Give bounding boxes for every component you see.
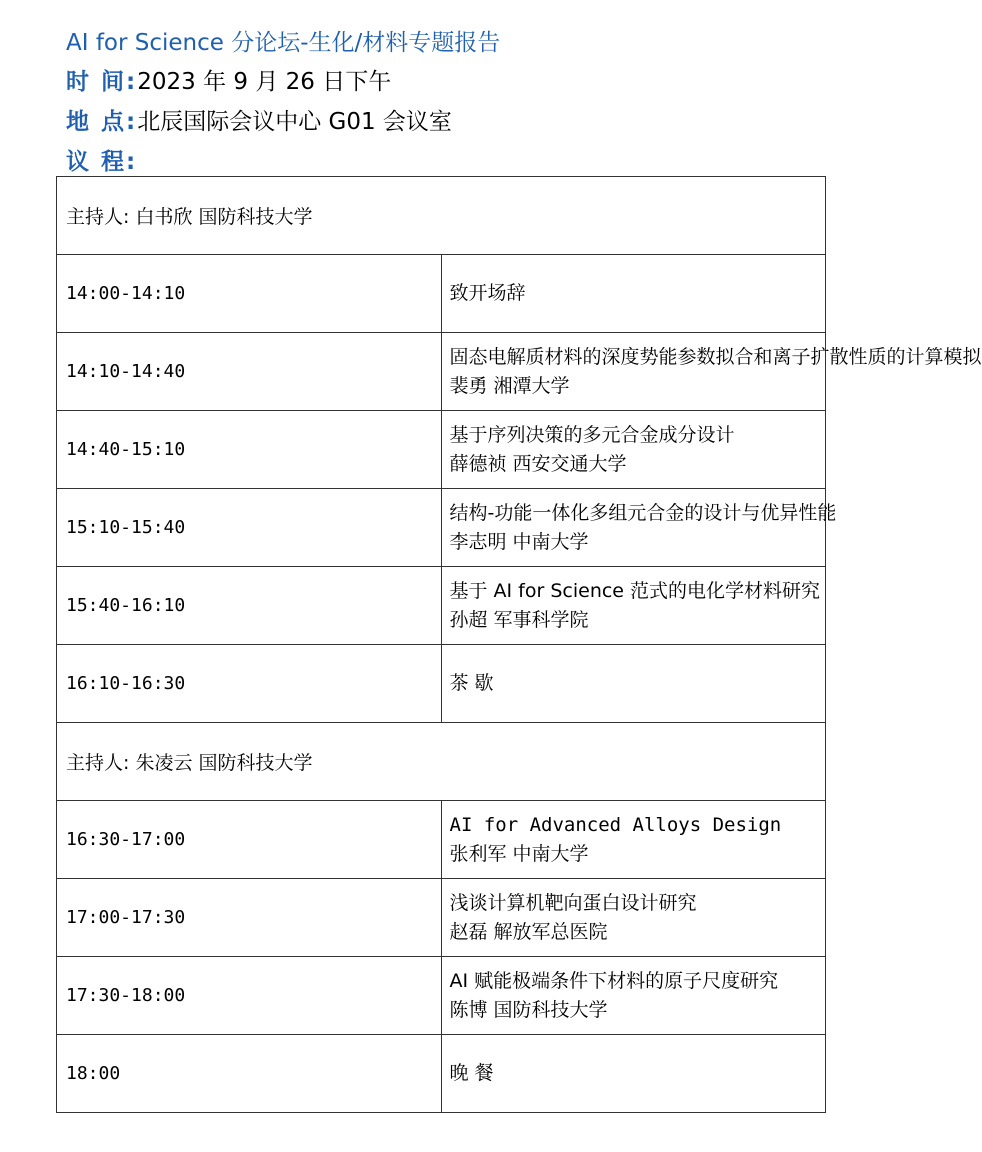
agenda-label: 议 程: bbox=[66, 149, 138, 175]
time-cell: 14:00-14:10 bbox=[57, 255, 442, 333]
talk-speaker: 李志明 中南大学 bbox=[449, 530, 589, 553]
talk-speaker: 陈博 国防科技大学 bbox=[449, 998, 608, 1021]
place-line bbox=[66, 103, 452, 136]
time-cell: 17:30-18:00 bbox=[57, 957, 442, 1035]
time-cell: 15:40-16:10 bbox=[57, 567, 442, 645]
talk-cell bbox=[441, 333, 982, 411]
talk-title: 结构-功能一体化多组元合金的设计与优异性能 bbox=[449, 501, 837, 524]
talk-cell bbox=[441, 255, 826, 333]
time-cell: 17:00-17:30 bbox=[57, 879, 442, 957]
talk-title: AI for Advanced Alloys Design bbox=[449, 813, 782, 836]
talk-speaker: 赵磊 解放军总医院 bbox=[449, 920, 608, 943]
talk-speaker: 薛德祯 西安交通大学 bbox=[449, 452, 627, 475]
talk-cell bbox=[441, 957, 826, 1035]
table-row bbox=[57, 879, 826, 957]
talk-title: 茶 歇 bbox=[449, 672, 494, 694]
talk-cell bbox=[441, 879, 826, 957]
talk-cell bbox=[441, 801, 826, 879]
talk-title: 致开场辞 bbox=[449, 282, 526, 304]
time-label: 时 间: bbox=[66, 69, 138, 95]
table-row bbox=[57, 255, 826, 333]
time-cell: 14:10-14:40 bbox=[57, 333, 442, 411]
host-cell: 主持人: 白书欣 国防科技大学 bbox=[57, 177, 826, 255]
talk-cell bbox=[441, 645, 826, 723]
host-row bbox=[57, 723, 826, 801]
time-cell: 16:30-17:00 bbox=[57, 801, 442, 879]
table-row bbox=[57, 801, 826, 879]
time-cell: 16:10-16:30 bbox=[57, 645, 442, 723]
host-cell: 主持人: 朱凌云 国防科技大学 bbox=[57, 723, 826, 801]
time-value: 2023 年 9 月 26 日下午 bbox=[137, 69, 392, 95]
table-row bbox=[57, 1035, 826, 1113]
title-text: AI for Science 分论坛-生化/材料专题报告 bbox=[66, 30, 501, 56]
table-row bbox=[57, 489, 826, 567]
talk-speaker: 裴勇 湘潭大学 bbox=[449, 374, 570, 397]
talk-title: AI 赋能极端条件下材料的原子尺度研究 bbox=[449, 969, 779, 992]
talk-title: 浅谈计算机靶向蛋白设计研究 bbox=[449, 891, 697, 914]
table-row bbox=[57, 411, 826, 489]
time-line bbox=[66, 63, 391, 96]
table-row bbox=[57, 567, 826, 645]
agenda-table bbox=[56, 176, 982, 1113]
place-label: 地 点: bbox=[66, 109, 138, 135]
table-row bbox=[57, 957, 826, 1035]
talk-cell bbox=[441, 1035, 826, 1113]
host-row bbox=[57, 177, 826, 255]
time-cell: 15:10-15:40 bbox=[57, 489, 442, 567]
talk-title: 基于 AI for Science 范式的电化学材料研究 bbox=[449, 579, 821, 602]
talk-cell bbox=[441, 489, 837, 567]
talk-title: 基于序列决策的多元合金成分设计 bbox=[449, 423, 735, 446]
time-cell: 14:40-15:10 bbox=[57, 411, 442, 489]
time-cell: 18:00 bbox=[57, 1035, 442, 1113]
talk-cell bbox=[441, 411, 826, 489]
place-value: 北辰国际会议中心 G01 会议室 bbox=[137, 109, 452, 135]
table-row bbox=[57, 333, 826, 411]
page-title bbox=[66, 24, 500, 57]
talk-speaker: 张利军 中南大学 bbox=[449, 842, 589, 865]
table-row bbox=[57, 645, 826, 723]
talk-speaker: 孙超 军事科学院 bbox=[449, 608, 589, 631]
agenda-heading bbox=[66, 143, 137, 176]
talk-title: 晚 餐 bbox=[449, 1062, 494, 1084]
talk-title: 固态电解质材料的深度势能参数拟合和离子扩散性质的计算模拟 bbox=[449, 345, 982, 368]
talk-cell bbox=[441, 567, 826, 645]
